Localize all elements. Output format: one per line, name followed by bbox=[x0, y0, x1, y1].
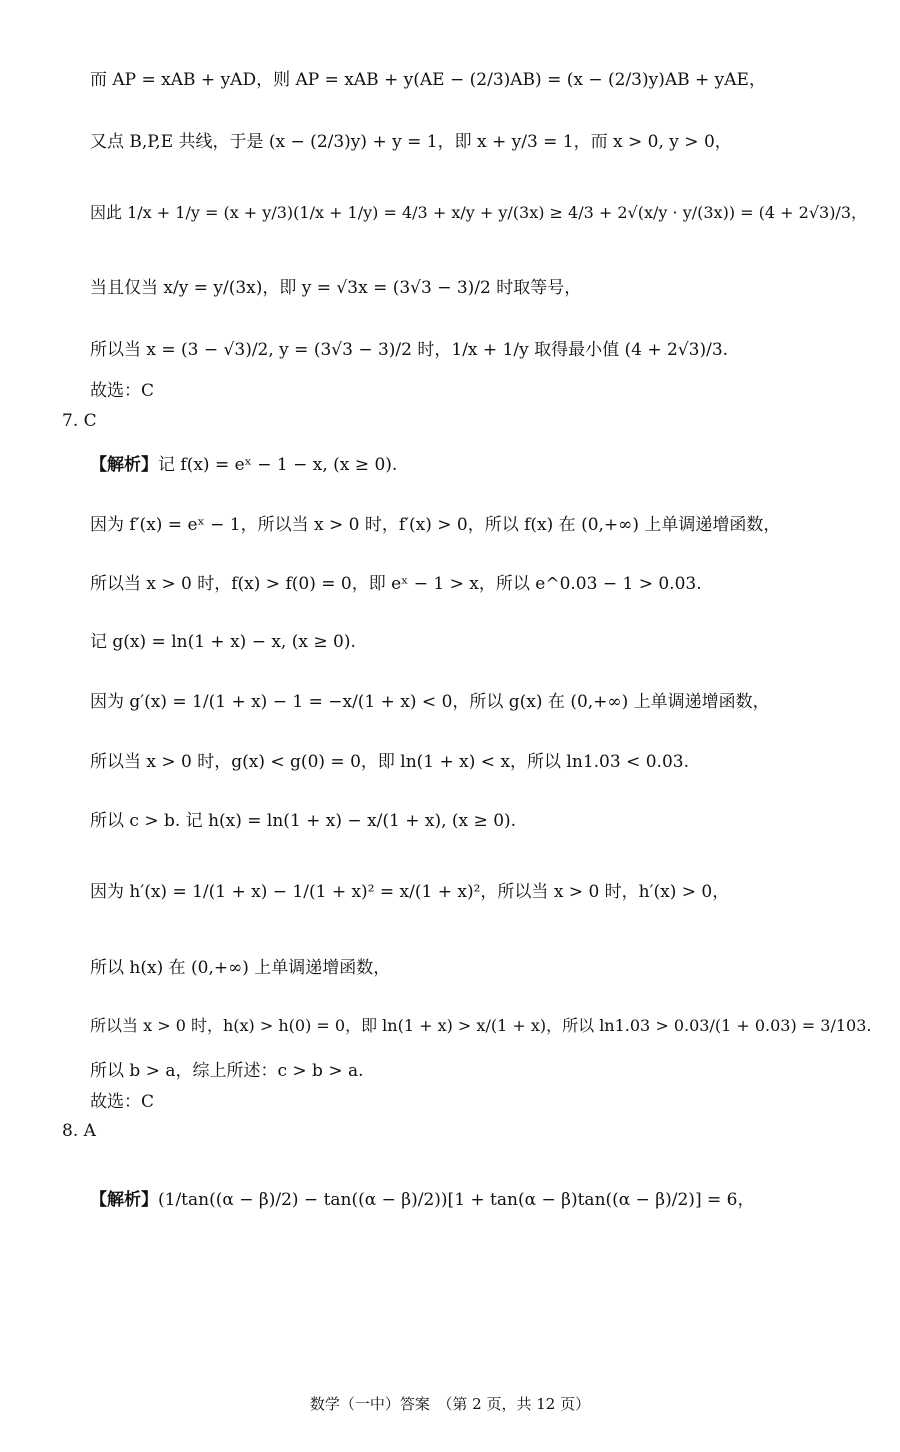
text-line: 所以当 x > 0 时，g(x) < g(0) = 0，即 ln(1 + x) < x，所以 ln1.03 < 0.03. bbox=[90, 752, 689, 772]
text-line: 记 g(x) = ln(1 + x) − x, (x ≥ 0). bbox=[90, 632, 356, 652]
question-number: 7. C bbox=[62, 411, 97, 431]
text-line: 所以 b > a，综上所述：c > b > a. bbox=[90, 1061, 364, 1081]
text-line: 因此 1/x + 1/y = (x + y/3)(1/x + 1/y) = 4/3 + x/y + y/(3x) ≥ 4/3 + 2√(x/y · y/(3x)) = (4 + 2√3)/3， bbox=[90, 203, 868, 222]
text-line: 而 AP = xAB + yAD，则 AP = xAB + y(AE − (2/3)AB) = (x − (2/3)y)AB + yAE， bbox=[90, 70, 766, 90]
text-line: 所以 c > b. 记 h(x) = ln(1 + x) − x/(1 + x), (x ≥ 0). bbox=[90, 811, 517, 831]
text-line: 【解析】记 f(x) = eˣ − 1 − x, (x ≥ 0). bbox=[90, 455, 398, 475]
text-line: 因为 f′(x) = eˣ − 1，所以当 x > 0 时，f′(x) > 0，所以 f(x) 在 (0,+∞) 上单调递增函数， bbox=[90, 515, 781, 535]
text-line: 【解析】(1/tan((α − β)/2) − tan((α − β)/2))[1 + tan(α − β)tan((α − β)/2)] = 6， bbox=[90, 1190, 755, 1210]
text-line: 故选：C bbox=[90, 1092, 155, 1112]
text-line: 因为 h′(x) = 1/(1 + x) − 1/(1 + x)² = x/(1 + x)²，所以当 x > 0 时，h′(x) > 0， bbox=[90, 882, 730, 902]
text-line: 所以当 x > 0 时，h(x) > h(0) = 0，即 ln(1 + x) > x/(1 + x)，所以 ln1.03 > 0.03/(1 + 0.03) = 3/103. bbox=[90, 1016, 872, 1035]
text-line: 又点 B,P,E 共线，于是 (x − (2/3)y) + y = 1，即 x + y/3 = 1，而 x > 0, y > 0， bbox=[90, 132, 732, 152]
text-line: 故选：C bbox=[90, 381, 155, 401]
analysis-label: 【解析】 bbox=[90, 1190, 158, 1210]
question-number: 8. A bbox=[62, 1121, 96, 1141]
page-footer: 数学（一中）答案 （第 2 页，共 12 页） bbox=[309, 1395, 591, 1413]
text-line: 所以当 x > 0 时，f(x) > f(0) = 0，即 eˣ − 1 > x，所以 e^0.03 − 1 > 0.03. bbox=[90, 574, 702, 594]
text-line: 所以当 x = (3 − √3)/2, y = (3√3 − 3)/2 时，1/x + 1/y 取得最小值 (4 + 2√3)/3. bbox=[90, 340, 729, 360]
text-line: 所以 h(x) 在 (0,+∞) 上单调递增函数， bbox=[90, 958, 391, 978]
text-line: 因为 g′(x) = 1/(1 + x) − 1 = −x/(1 + x) < 0，所以 g(x) 在 (0,+∞) 上单调递增函数， bbox=[90, 692, 770, 712]
analysis-label: 【解析】 bbox=[90, 455, 158, 475]
text-line: 当且仅当 x/y = y/(3x)，即 y = √3x = (3√3 − 3)/2 时取等号， bbox=[90, 278, 582, 298]
